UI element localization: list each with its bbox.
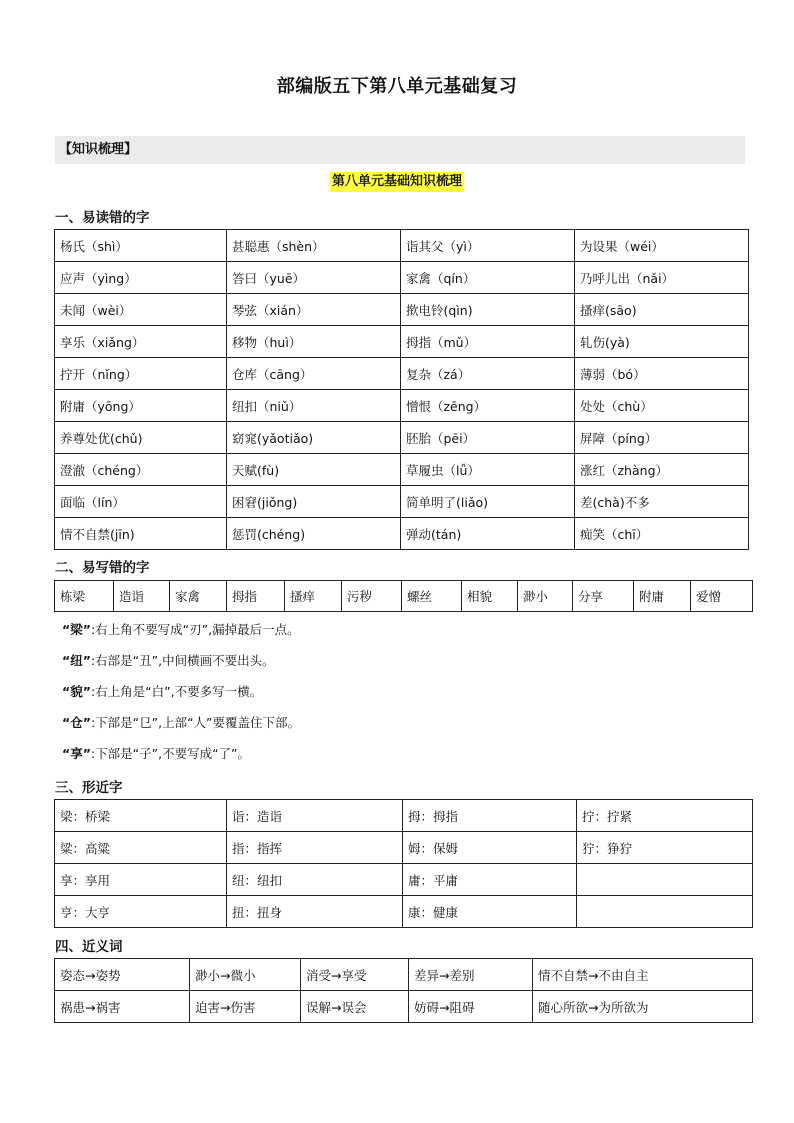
- note-line: [62, 744, 300, 775]
- table-cell: 庸：平庸: [403, 864, 577, 896]
- table-cell: 渺小→微小: [190, 959, 301, 991]
- table-cell: 移物（huì）: [227, 326, 401, 358]
- note-line: [62, 682, 300, 713]
- table-cell: 附庸（yōng）: [55, 390, 227, 422]
- note-text: :右上角是“白”,不要多写一横。: [90, 684, 263, 699]
- table-cell: 养尊处优(chǔ): [55, 422, 227, 454]
- table-cell: 姆：保姆: [403, 832, 577, 864]
- table-cell: 亨：大亨: [55, 896, 227, 928]
- table-cell: 薄弱（bó）: [575, 358, 749, 390]
- easy-write-table: [54, 580, 753, 612]
- table-cell: 困窘(jiǒng): [227, 486, 401, 518]
- table-cell: 纽扣（niǔ）: [227, 390, 401, 422]
- table-cell: 误解→误会: [301, 991, 409, 1023]
- word-cell: 附庸: [634, 581, 691, 612]
- table-row: [55, 390, 749, 422]
- easy-read-table: [54, 229, 749, 550]
- table-row: [55, 518, 749, 550]
- table-cell: 享乐（xiǎng）: [55, 326, 227, 358]
- table-cell: 憎恨（zēng）: [401, 390, 575, 422]
- section-banner: 【知识梳理】: [55, 136, 745, 164]
- table-row: [55, 581, 753, 612]
- table-cell: 诣：造诣: [227, 800, 403, 832]
- note-line: [62, 620, 300, 651]
- table-cell: 为设果（wéi）: [575, 230, 749, 262]
- table-cell: 仓库（cāng）: [227, 358, 401, 390]
- table-row: [55, 294, 749, 326]
- word-cell: 造诣: [114, 581, 170, 612]
- note-char: “纽”: [62, 653, 91, 668]
- word-cell: 栋梁: [55, 581, 114, 612]
- table-cell: 情不自禁(jīn): [55, 518, 227, 550]
- table-cell: 甚聪惠（shèn）: [227, 230, 401, 262]
- table-row: [55, 230, 749, 262]
- table-cell: 随心所欲→为所欲为: [533, 991, 753, 1023]
- subtitle-wrap: [0, 172, 794, 192]
- table-row: [55, 864, 753, 896]
- table-cell: 屏障（píng）: [575, 422, 749, 454]
- note-char: “仓”: [62, 715, 91, 730]
- table-cell: 诣其父（yì）: [401, 230, 575, 262]
- table-cell: 祸患→祸害: [55, 991, 190, 1023]
- table-cell: 胚胎（pēi）: [401, 422, 575, 454]
- word-cell: 家禽: [170, 581, 227, 612]
- table-row: [55, 454, 749, 486]
- table-cell: 消受→享受: [301, 959, 409, 991]
- writing-notes: [62, 620, 300, 775]
- word-cell: 爱憎: [691, 581, 753, 612]
- page-title: 部编版五下第八单元基础复习: [276, 76, 518, 97]
- table-cell: 妨碍→阻碍: [409, 991, 533, 1023]
- table-cell: 杨氏（shì）: [55, 230, 227, 262]
- word-cell: 渺小: [518, 581, 573, 612]
- table-cell: 弹动(tán): [401, 518, 575, 550]
- note-line: [62, 713, 300, 744]
- note-text: :右上角不要写成“刃”,漏掉最后一点。: [90, 622, 300, 637]
- table-cell: [577, 864, 753, 896]
- table-cell: 应声（yìng）: [55, 262, 227, 294]
- word-cell: 拇指: [227, 581, 285, 612]
- table-row: [55, 832, 753, 864]
- table-cell: 康：健康: [403, 896, 577, 928]
- table-row: [55, 991, 753, 1023]
- similar-chars-table: [54, 799, 753, 928]
- note-text: :下部是“子”,不要写成“了”。: [90, 746, 251, 761]
- synonyms-table: [54, 958, 753, 1023]
- table-cell: 粱：高粱: [55, 832, 227, 864]
- table-cell: 澄澈（chéng）: [55, 454, 227, 486]
- table-cell: 揿电铃(qìn): [401, 294, 575, 326]
- table-cell: 复杂（zá）: [401, 358, 575, 390]
- table-cell: 享：享用: [55, 864, 227, 896]
- word-cell: 污秽: [342, 581, 402, 612]
- table-cell: 乃呼儿出（nǎi）: [575, 262, 749, 294]
- table-cell: 姿态→姿势: [55, 959, 190, 991]
- word-cell: 搔痒: [285, 581, 342, 612]
- table-row: [55, 959, 753, 991]
- table-cell: [577, 896, 753, 928]
- table-cell: 狞：狰狞: [577, 832, 753, 864]
- section-heading-easy-read: 一、易读错的字: [55, 210, 150, 226]
- table-row: [55, 422, 749, 454]
- table-cell: 纽：纽扣: [227, 864, 403, 896]
- word-cell: 分享: [573, 581, 634, 612]
- note-text: :下部是“㔾”,上部“人”要覆盖住下部。: [90, 715, 301, 730]
- table-cell: 涨红（zhàng）: [575, 454, 749, 486]
- table-cell: 未闻（wèi）: [55, 294, 227, 326]
- table-cell: 拧开（nǐng）: [55, 358, 227, 390]
- word-cell: 相貌: [462, 581, 518, 612]
- table-cell: 琴弦（xián）: [227, 294, 401, 326]
- table-cell: 家禽（qín）: [401, 262, 575, 294]
- word-cell: 螺丝: [402, 581, 462, 612]
- section-heading-similar-chars: 三、形近字: [55, 780, 123, 796]
- table-row: [55, 896, 753, 928]
- table-cell: 差异→差别: [409, 959, 533, 991]
- table-cell: 简单明了(liǎo): [401, 486, 575, 518]
- table-row: [55, 800, 753, 832]
- table-cell: 天赋(fù): [227, 454, 401, 486]
- table-cell: 拧：拧紧: [577, 800, 753, 832]
- note-char: “貌”: [62, 684, 91, 699]
- note-text: :右部是“丑”,中间横画不要出头。: [90, 653, 275, 668]
- section-heading-synonyms: 四、近义词: [55, 939, 123, 955]
- note-line: [62, 651, 300, 682]
- highlighted-subtitle: 第八单元基础知识梳理: [330, 172, 464, 192]
- table-cell: 差(chà)不多: [575, 486, 749, 518]
- table-row: [55, 262, 749, 294]
- table-cell: 指：指挥: [227, 832, 403, 864]
- table-cell: 处处（chù）: [575, 390, 749, 422]
- table-cell: 情不自禁→不由自主: [533, 959, 753, 991]
- table-cell: 扭：扭身: [227, 896, 403, 928]
- table-cell: 痴笑（chī）: [575, 518, 749, 550]
- table-row: [55, 326, 749, 358]
- table-cell: 拇指（mǔ）: [401, 326, 575, 358]
- section-heading-easy-write: 二、易写错的字: [55, 560, 150, 576]
- table-cell: 答曰（yuē）: [227, 262, 401, 294]
- table-cell: 梁：桥梁: [55, 800, 227, 832]
- table-cell: 窈窕(yǎotiǎo): [227, 422, 401, 454]
- note-char: “梁”: [62, 622, 91, 637]
- table-cell: 惩罚(chéng): [227, 518, 401, 550]
- table-cell: 拇：拇指: [403, 800, 577, 832]
- table-cell: 草履虫（lǚ）: [401, 454, 575, 486]
- table-cell: 轧伤(yà): [575, 326, 749, 358]
- table-cell: 迫害→伤害: [190, 991, 301, 1023]
- table-row: [55, 358, 749, 390]
- note-char: “享”: [62, 746, 91, 761]
- table-cell: 搔痒(sāo): [575, 294, 749, 326]
- table-cell: 面临（lín）: [55, 486, 227, 518]
- table-row: [55, 486, 749, 518]
